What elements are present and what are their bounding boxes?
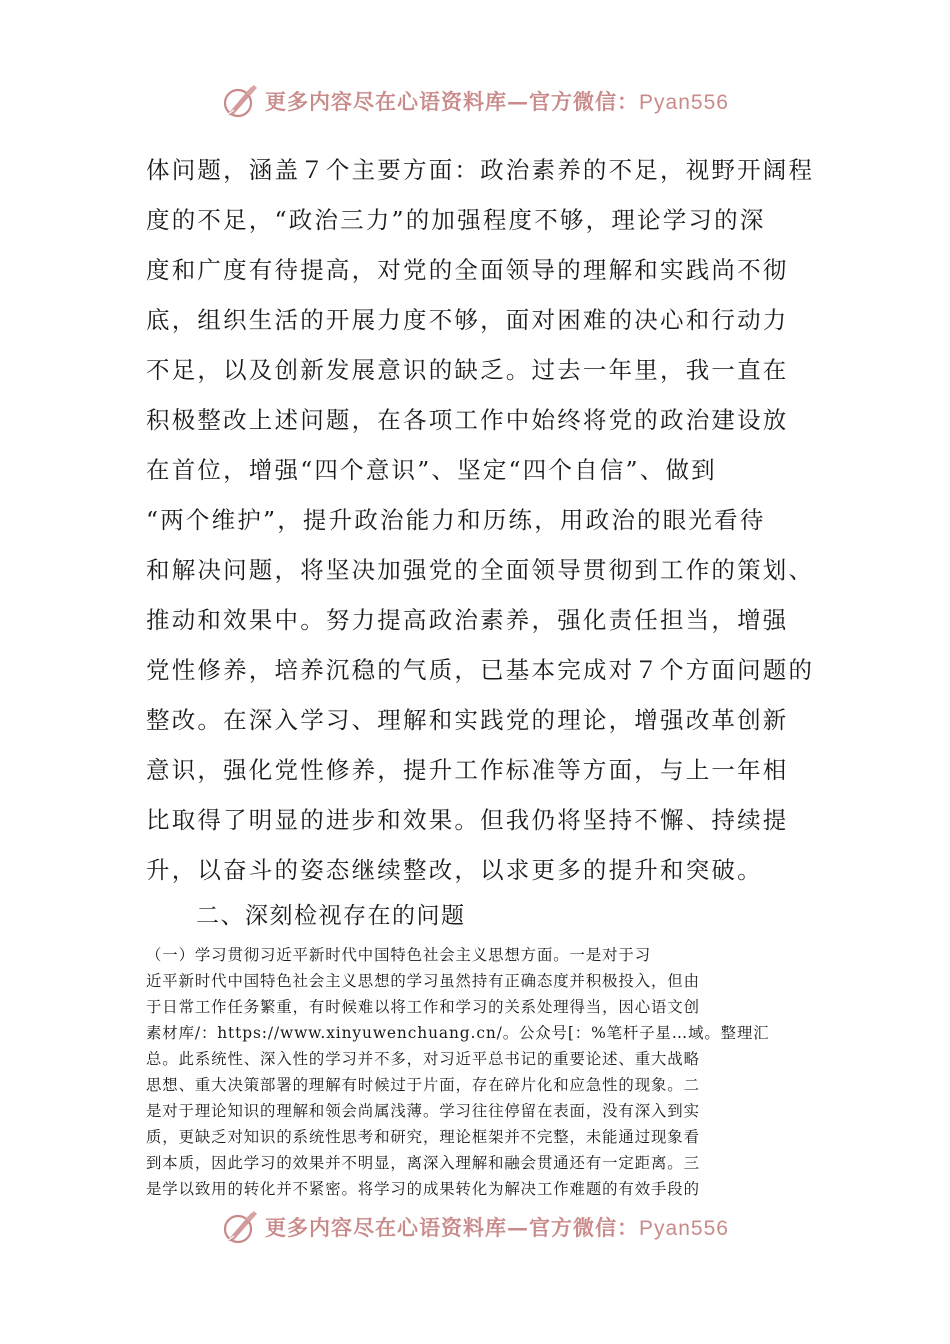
body-line: 比取得了明显的进步和效果。但我仍将坚持不懈、持续提 [146, 806, 789, 834]
header-watermark-banner [0, 76, 950, 126]
detail-paragraph [146, 942, 808, 1202]
body-line: 党性修养，培养沉稳的气质，已基本完成对７个方面问题的 [146, 656, 815, 684]
detail-line: 思想、重大决策部署的理解有时候过于片面，存在碎片化和应急性的现象。二 [146, 1076, 700, 1094]
body-line: 底，组织生活的开展力度不够，面对困难的决心和行动力 [146, 306, 789, 334]
body-line: 在首位，增强“四个意识”、坚定“四个自信”、做到 [146, 456, 717, 484]
body-line: 意识，强化党性修养，提升工作标准等方面，与上一年相 [146, 756, 789, 784]
detail-line: 于日常工作任务繁重，有时候难以将工作和学习的关系处理得当，因心语文创 [146, 998, 700, 1016]
detail-line: 近平新时代中国特色社会主义思想的学习虽然持有正确态度并积极投入，但由 [146, 972, 700, 990]
body-line: 体问题，涵盖７个主要方面：政治素养的不足，视野开阔程 [146, 156, 815, 184]
detail-line: （一）学习贯彻习近平新时代中国特色社会主义思想方面。一是对于习 [146, 946, 652, 964]
body-line: 度的不足，“政治三力”的加强程度不够，理论学习的深 [146, 206, 766, 234]
section-heading: 二、深刻检视存在的问题 [196, 903, 466, 929]
body-line: 和解决问题，将坚决加强党的全面领导贯彻到工作的策划、 [146, 556, 815, 584]
body-line: 积极整改上述问题，在各项工作中始终将党的政治建设放 [146, 406, 789, 434]
body-line: “两个维护”，提升政治能力和历练，用政治的眼光看待 [146, 506, 766, 534]
body-line: 升，以奋斗的姿态继续整改，以求更多的提升和突破。 [146, 856, 763, 884]
body-line: 推动和效果中。努力提高政治素养，强化责任担当，增强 [146, 606, 789, 634]
watermark-text: 更多内容尽在心语资料库—官方微信：Pyan556 [265, 89, 729, 114]
detail-line: 到本质，因此学习的效果并不明显，离深入理解和融会贯通还有一定距离。三 [146, 1154, 700, 1172]
detail-line: 总。此系统性、深入性的学习并不多，对习近平总书记的重要论述、重大战略 [146, 1050, 700, 1068]
body-line: 度和广度有待提高，对党的全面领导的理解和实践尚不彻 [146, 256, 789, 284]
footer-watermark-banner [0, 1202, 950, 1252]
detail-line: 是学以致用的转化并不紧密。将学习的成果转化为解决工作难题的有效手段的 [146, 1180, 700, 1198]
quill-logo-icon [221, 1207, 261, 1247]
quill-logo-icon [221, 81, 261, 121]
detail-line: 质，更缺乏对知识的系统性思考和研究，理论框架并不完整，未能通过现象看 [146, 1128, 700, 1146]
watermark-text: 更多内容尽在心语资料库—官方微信：Pyan556 [265, 1215, 729, 1240]
body-line: 整改。在深入学习、理解和实践党的理论，增强改革创新 [146, 706, 789, 734]
detail-line: 是对于理论知识的理解和领会尚属浅薄。学习往往停留在表面，没有深入到实 [146, 1102, 700, 1120]
detail-line: 素材库/：https://www.xinyuwenchuang.cn/。公众号[：%笔杆子星…域。整理汇 [146, 1024, 770, 1042]
body-line: 不足，以及创新发展意识的缺乏。过去一年里，我一直在 [146, 356, 789, 384]
body-paragraph [146, 145, 815, 895]
